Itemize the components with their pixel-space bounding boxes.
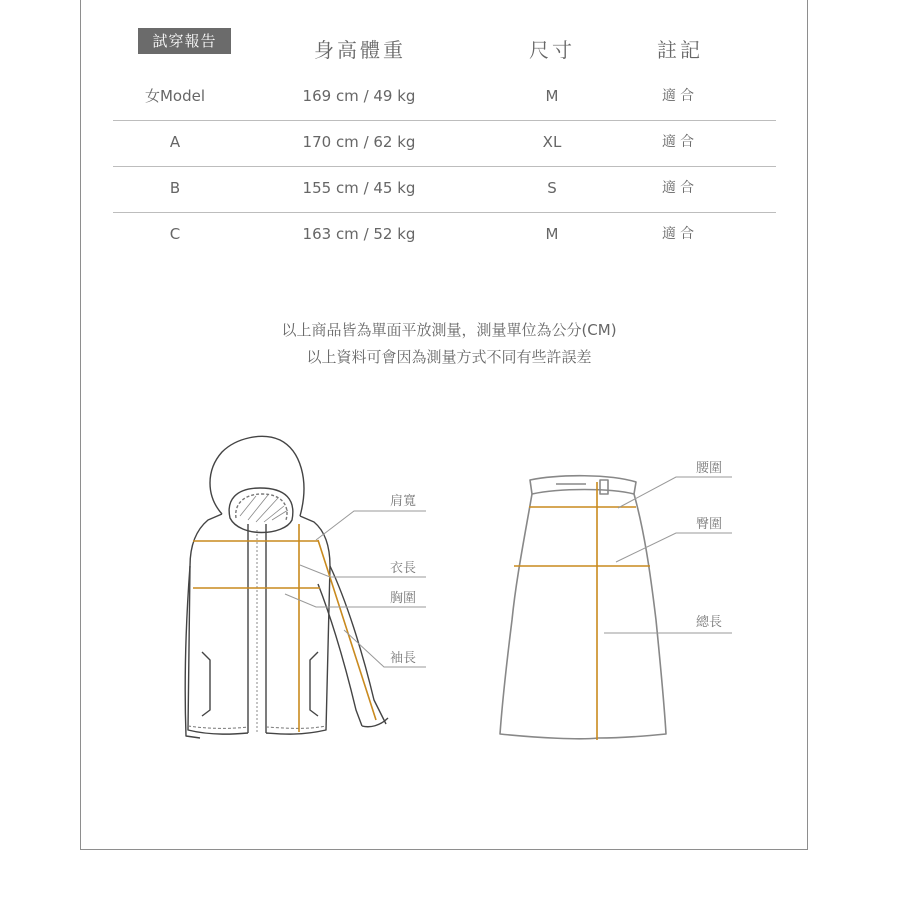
measurement-note-1: 以上商品皆為單面平放測量，測量單位為公分(CM) xyxy=(281,321,617,339)
jacket-label-sleeve: 袖長 xyxy=(390,651,417,666)
row-name: A xyxy=(169,133,181,151)
row-height-weight: 163 cm / 52 kg xyxy=(302,225,416,243)
skirt-illustration xyxy=(500,476,666,739)
header-size: 尺寸 xyxy=(529,38,575,62)
header-note: 註記 xyxy=(657,38,703,62)
row-size: XL xyxy=(542,133,562,151)
skirt-label-waist: 腰圍 xyxy=(696,461,723,476)
skirt-label-length: 總長 xyxy=(696,615,723,630)
row-name: C xyxy=(169,225,181,243)
row-note: 適合 xyxy=(662,226,698,242)
row-size: M xyxy=(545,87,559,105)
measurement-note-2: 以上資料可會因為測量方式不同有些許誤差 xyxy=(306,348,592,366)
row-size: S xyxy=(547,179,557,197)
jacket-label-length: 衣長 xyxy=(390,561,417,576)
jacket-leader-lines xyxy=(285,511,426,667)
jacket-measure-lines xyxy=(193,524,376,732)
skirt-measure-lines xyxy=(514,482,650,740)
row-height-weight: 155 cm / 45 kg xyxy=(302,179,416,197)
jacket-label-chest: 胸圍 xyxy=(390,591,417,606)
fitting-report-badge: 試穿報告 xyxy=(138,28,231,54)
row-name: 女Model xyxy=(144,87,206,105)
row-note: 適合 xyxy=(662,134,698,150)
jacket-label-shoulder: 肩寬 xyxy=(390,494,417,509)
header-height-weight: 身高體重 xyxy=(314,38,406,62)
row-size: M xyxy=(545,225,559,243)
skirt-leader-lines xyxy=(604,477,732,633)
row-height-weight: 169 cm / 49 kg xyxy=(302,87,416,105)
row-name: B xyxy=(169,179,181,197)
skirt-label-hip: 臀圍 xyxy=(696,517,723,532)
row-note: 適合 xyxy=(662,88,698,104)
row-note: 適合 xyxy=(662,180,698,196)
row-height-weight: 170 cm / 62 kg xyxy=(302,133,416,151)
